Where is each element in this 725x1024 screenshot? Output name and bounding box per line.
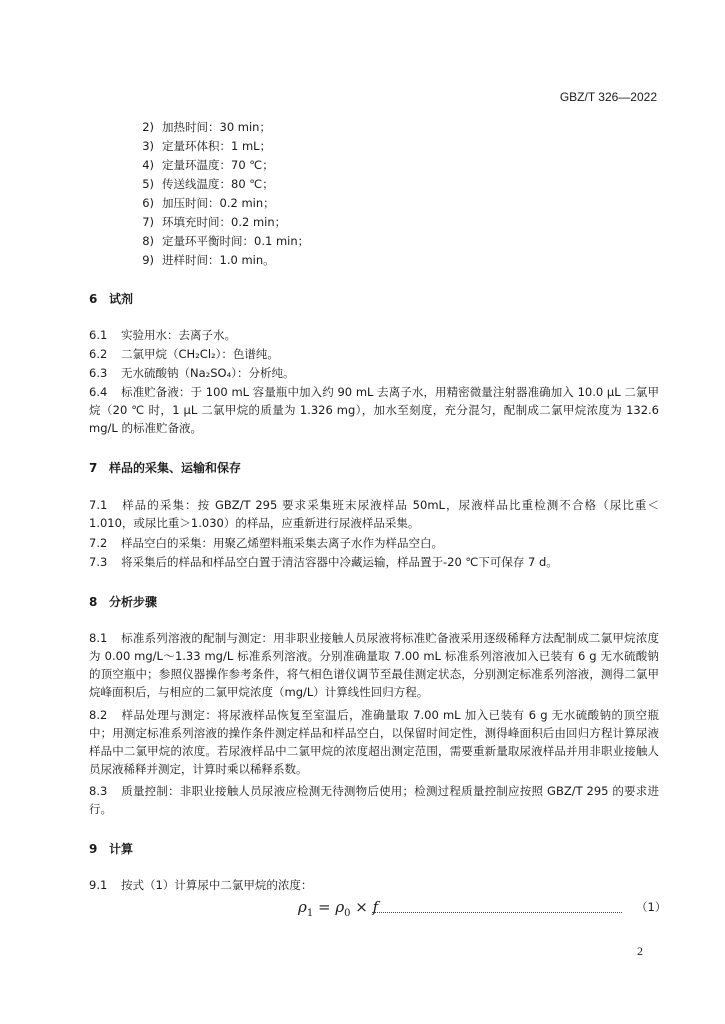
clause-7-2 xyxy=(89,534,659,552)
clause-text: 实验用水：去离子水。 xyxy=(121,328,236,342)
clause-number: 6.2 xyxy=(89,347,108,361)
clause-number: 9.1 xyxy=(89,878,108,892)
clause-text: 标准系列溶液的配制与测定：用非职业接触人员尿液将标准贮备液采用逐级稀释方法配制成二氯甲烷浓度为 0.00 mg/L～1.33 mg/L 标准系列溶液。分别准确量取 7.00 mL 标准系列溶液加入已装有 6 g 无水硫酸钠的顶空瓶中；参照仪器操作参考条件，将气相色谱仪调节至最佳测定状态，分别测定标准系列溶液，测得二氯甲烷峰面积后，与相应的二氯甲烷浓度（mg/L）计算线性回归方程。 xyxy=(89,631,659,699)
list-item-text: 定量环温度：70 ℃； xyxy=(162,158,274,172)
formula-subscript: 0 xyxy=(344,908,351,919)
page-number: 2 xyxy=(637,944,643,958)
clause-6-1 xyxy=(89,326,659,344)
clause-8-2 xyxy=(89,706,659,778)
clause-text: 二氯甲烷（CH₂Cl₂）：色谱纯。 xyxy=(121,347,279,361)
list-item-num: 7) xyxy=(142,215,154,229)
clause-8-3 xyxy=(89,782,659,818)
clause-7-3 xyxy=(89,553,659,571)
section-number: 6 xyxy=(89,292,98,306)
clause-number: 8.1 xyxy=(89,631,108,645)
section-title: 样品的采集、运输和保存 xyxy=(109,461,242,475)
clause-text: 无水硫酸钠（Na₂SO₄）：分析纯。 xyxy=(121,366,295,380)
clause-text: 将采集后的样品和样品空白置于清洁容器中冷藏运输，样品置于-20 ℃下可保存 7 d。 xyxy=(121,555,558,569)
clause-text: 样品处理与测定：将尿液样品恢复至室温后，准确量取 7.00 mL 加入已装有 6 g 无水硫酸钠的顶空瓶中；用测定标准系列溶液的操作条件测定样品和样品空白，以保留时间定性，测得峰面积后由回归方程计算尿液样品中二氯甲烷的浓度。若尿液样品中二氯甲烷的浓度超出测定范围，需要重新量取尿液样品并用非职业接触人员尿液稀释并测定，计算时乘以稀释系数。 xyxy=(89,708,659,776)
list-item-text: 加热时间：30 min； xyxy=(162,120,271,134)
clause-text: 质量控制：非职业接触人员尿液应检测无待测物后使用；检测过程质量控制应按照 GBZ/T 295 的要求进行。 xyxy=(89,784,659,816)
clause-number: 8.3 xyxy=(89,784,108,798)
clause-8-1 xyxy=(89,629,659,701)
clause-number: 7.2 xyxy=(89,536,108,550)
formula-dot-leader xyxy=(372,912,622,913)
clause-6-4 xyxy=(89,383,659,437)
section-number: 7 xyxy=(89,461,98,475)
clause-7-1 xyxy=(89,496,659,532)
clause-number: 7.3 xyxy=(89,555,108,569)
list-item-text: 环填充时间：0.2 min； xyxy=(162,215,287,229)
list-item-num: 8) xyxy=(142,234,154,248)
list-item-num: 2) xyxy=(142,120,154,134)
list-item-num: 5) xyxy=(142,177,154,191)
list-item-text: 传送线温度：80 ℃； xyxy=(162,177,274,191)
list-item-text: 定量环平衡时间：0.1 min； xyxy=(162,234,310,248)
clause-number: 7.1 xyxy=(89,498,108,512)
list-item-text: 定量环体积：1 mL； xyxy=(162,139,272,153)
list-item-text: 加压时间：0.2 min； xyxy=(162,196,275,210)
formula-times: × xyxy=(350,898,373,916)
clause-6-3 xyxy=(89,364,659,382)
clause-number: 6.1 xyxy=(89,328,108,342)
formula-f: f xyxy=(372,898,379,916)
clause-number: 8.2 xyxy=(89,708,108,722)
list-item-text: 进样时间：1.0 min。 xyxy=(162,253,275,267)
section-heading-9 xyxy=(89,840,133,857)
clause-text: 标准贮备液：于 100 mL 容量瓶中加入约 90 mL 去离子水，用精密微量注射器准确加入 10.0 μL 二氯甲烷（20 ℃ 时，1 μL 二氯甲烷的质量为 1.326 mg），加水至刻度，充分混匀，配制成二氯甲烷浓度为 132.6 mg/L 的标准贮备液。 xyxy=(89,385,659,435)
section-title: 试剂 xyxy=(109,292,134,306)
section-number: 9 xyxy=(89,842,98,856)
list-item-num: 6) xyxy=(142,196,154,210)
list-item-num: 9) xyxy=(142,253,154,267)
section-heading-8 xyxy=(89,593,157,610)
formula-subscript: 1 xyxy=(306,908,314,919)
list-item-num: 3) xyxy=(142,139,154,153)
formula-number: （1） xyxy=(636,900,667,914)
clause-text: 样品的采集：按 GBZ/T 295 要求采集班末尿液样品 50mL，尿液样品比重检测不合格（尿比重＜1.010，或尿比重＞1.030）的样品，应重新进行尿液样品采集。 xyxy=(89,498,659,530)
clause-6-2 xyxy=(89,345,659,363)
standard-code-header: GBZ/T 326—2022 xyxy=(559,90,657,104)
clause-text: 样品空白的采集：用聚乙烯塑料瓶采集去离子水作为样品空白。 xyxy=(121,536,443,550)
formula-1 xyxy=(298,898,378,919)
clause-text: 按式（1）计算尿中二氯甲烷的浓度： xyxy=(121,878,313,892)
section-title: 计算 xyxy=(109,842,134,856)
clause-number: 6.3 xyxy=(89,366,108,380)
section-heading-7 xyxy=(89,459,241,476)
formula-rho: ρ xyxy=(335,898,345,916)
section-number: 8 xyxy=(89,595,98,609)
section-title: 分析步骤 xyxy=(109,595,158,609)
clause-number: 6.4 xyxy=(89,385,108,399)
formula-rho: ρ xyxy=(298,898,307,916)
section-heading-6 xyxy=(89,290,133,307)
clause-9-1 xyxy=(89,876,659,894)
list-item-num: 4) xyxy=(142,158,154,172)
formula-equals: = xyxy=(313,898,336,916)
